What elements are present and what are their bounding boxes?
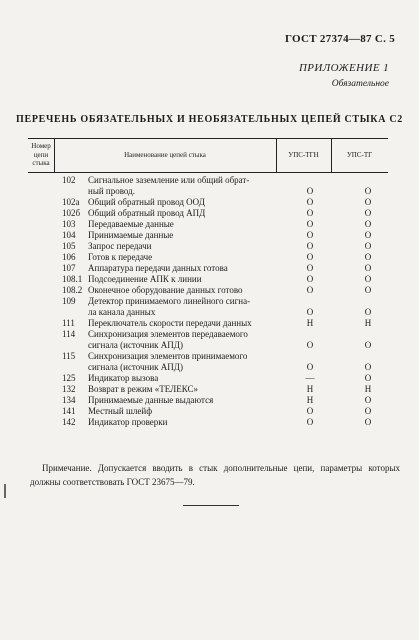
- table-row: [0, 285, 419, 296]
- header-col1: УПС-ТГН: [288, 151, 319, 159]
- margin-mark: [4, 484, 6, 498]
- row-number: 108.2: [62, 285, 83, 295]
- row-col2: Н: [364, 384, 372, 394]
- row-number: 103: [62, 219, 76, 229]
- row-col1: О: [306, 406, 314, 416]
- row-number: 107: [62, 263, 76, 273]
- table-row: [0, 241, 419, 252]
- row-number: 142: [62, 417, 76, 427]
- row-col1: О: [306, 230, 314, 240]
- row-number: 104: [62, 230, 76, 240]
- row-name: ла канала данных: [88, 307, 156, 317]
- row-name: Готов к передаче: [88, 252, 153, 262]
- row-col2: О: [364, 307, 372, 317]
- row-name: Аппаратура передачи данных готова: [88, 263, 228, 273]
- row-name: Сигнальное заземление или общий обрат-: [88, 175, 250, 185]
- row-number: 108.1: [62, 274, 83, 284]
- row-name: ный провод.: [88, 186, 136, 196]
- table-row: [0, 274, 419, 285]
- row-number: 102: [62, 175, 76, 185]
- table-row: [0, 219, 419, 230]
- row-name: Подсоединение АПК к линии: [88, 274, 202, 284]
- row-name: Общий обратный провод АПД: [88, 208, 206, 218]
- row-col2: О: [364, 219, 372, 229]
- row-col1: О: [306, 252, 314, 262]
- row-col1: О: [306, 285, 314, 295]
- row-col1: О: [306, 186, 314, 196]
- row-col1: О: [306, 219, 314, 229]
- table-row: [0, 197, 419, 208]
- row-col2: О: [364, 340, 372, 350]
- row-col2: О: [364, 406, 372, 416]
- row-col1: О: [306, 263, 314, 273]
- row-name: Переключатель скорости передачи данных: [88, 318, 252, 328]
- row-col1: О: [306, 340, 314, 350]
- row-name: Синхронизация элементов принимаемого: [88, 351, 248, 361]
- row-number: 114: [62, 329, 76, 339]
- document-title: ПЕРЕЧЕНЬ ОБЯЗАТЕЛЬНЫХ И НЕОБЯЗАТЕЛЬНЫХ ЦЕПЕЙ СТЫКА С2: [15, 114, 403, 125]
- table-row: [0, 406, 419, 417]
- obligatory-label: Обязательное: [331, 79, 389, 89]
- table-row: [0, 307, 419, 318]
- row-number: 115: [62, 351, 76, 361]
- row-col1: О: [306, 274, 314, 284]
- row-col2: О: [364, 208, 372, 218]
- table-row: [0, 395, 419, 406]
- row-col1: О: [306, 362, 314, 372]
- table-row: [0, 329, 419, 340]
- row-number: 109: [62, 296, 76, 306]
- row-number: 106: [62, 252, 76, 262]
- row-name: сигнала (источник АПД): [88, 362, 183, 372]
- header-number: [28, 142, 54, 168]
- table-row: [0, 351, 419, 362]
- table-row: [0, 384, 419, 395]
- row-col2: О: [364, 362, 372, 372]
- row-name: Детектор принимаемого линейного сигна-: [88, 296, 251, 306]
- row-number: 141: [62, 406, 76, 416]
- row-col2: О: [364, 285, 372, 295]
- row-name: Синхронизация элементов передаваемого: [88, 329, 248, 339]
- row-col2: О: [364, 186, 372, 196]
- table-row: [0, 252, 419, 263]
- row-number: 134: [62, 395, 76, 405]
- row-col1: О: [306, 208, 314, 218]
- row-name: Местный шлейф: [88, 406, 153, 416]
- table-row: [0, 318, 419, 329]
- row-number: 102а: [62, 197, 80, 207]
- row-col2: О: [364, 373, 372, 383]
- row-col1: О: [306, 241, 314, 251]
- row-name: Возврат в режим «ТЕЛЕКС»: [88, 384, 198, 394]
- row-name: Принимаемые данные: [88, 230, 174, 240]
- row-name: Общий обратный провод ООД: [88, 197, 205, 207]
- row-col1: О: [306, 417, 314, 427]
- row-col2: О: [364, 274, 372, 284]
- header-col2: УПС-ТГ: [346, 151, 373, 159]
- table-row: [0, 362, 419, 373]
- row-col2: О: [364, 263, 372, 273]
- row-col1: —: [305, 373, 315, 383]
- row-col1: Н: [306, 318, 314, 328]
- appendix-label: ПРИЛОЖЕНИЕ 1: [298, 62, 389, 74]
- table-row: [0, 230, 419, 241]
- header-number-line: цепи: [33, 150, 49, 159]
- row-name: Индикатор проверки: [88, 417, 168, 427]
- header-number-line: стыка: [32, 159, 50, 167]
- row-col2: О: [364, 252, 372, 262]
- row-col2: О: [364, 230, 372, 240]
- table-row: [0, 263, 419, 274]
- header-number-line: Номер: [31, 142, 51, 150]
- table-row: [0, 208, 419, 219]
- row-col1: О: [306, 197, 314, 207]
- row-number: 132: [62, 384, 76, 394]
- row-col1: Н: [306, 384, 314, 394]
- row-name: Оконечное оборудование данных готово: [88, 285, 243, 295]
- header-name: Наименование цепей стыка: [124, 151, 206, 159]
- table-row: [0, 373, 419, 384]
- row-name: Принимаемые данные выдаются: [88, 395, 214, 405]
- table-header: [28, 138, 388, 173]
- table-row: [0, 186, 419, 197]
- row-name: сигнала (источник АПД): [88, 340, 183, 350]
- row-col2: Н: [364, 318, 372, 328]
- row-number: 102б: [62, 208, 81, 218]
- row-name: Индикатор вызова: [88, 373, 159, 383]
- row-col2: О: [364, 197, 372, 207]
- row-name: Передаваемые данные: [88, 219, 174, 229]
- separator-rule: [183, 505, 239, 506]
- table-row: [0, 296, 419, 307]
- footnote: Примечание. Допускается вводить в стык дополнительные цепи, параметры которых должны соответствовать ГОСТ 23675—79.: [30, 463, 400, 487]
- row-name: Запрос передачи: [88, 241, 152, 251]
- table-row: [0, 340, 419, 351]
- table-row: [0, 175, 419, 186]
- row-col2: О: [364, 417, 372, 427]
- row-col2: О: [364, 395, 372, 405]
- row-number: 105: [62, 241, 76, 251]
- page-header: ГОСТ 27374—87 С. 5: [284, 33, 395, 45]
- row-col1: О: [306, 307, 314, 317]
- row-col1: Н: [306, 395, 314, 405]
- row-number: 125: [62, 373, 76, 383]
- row-col2: О: [364, 241, 372, 251]
- table-row: [0, 417, 419, 428]
- row-number: 111: [62, 318, 75, 328]
